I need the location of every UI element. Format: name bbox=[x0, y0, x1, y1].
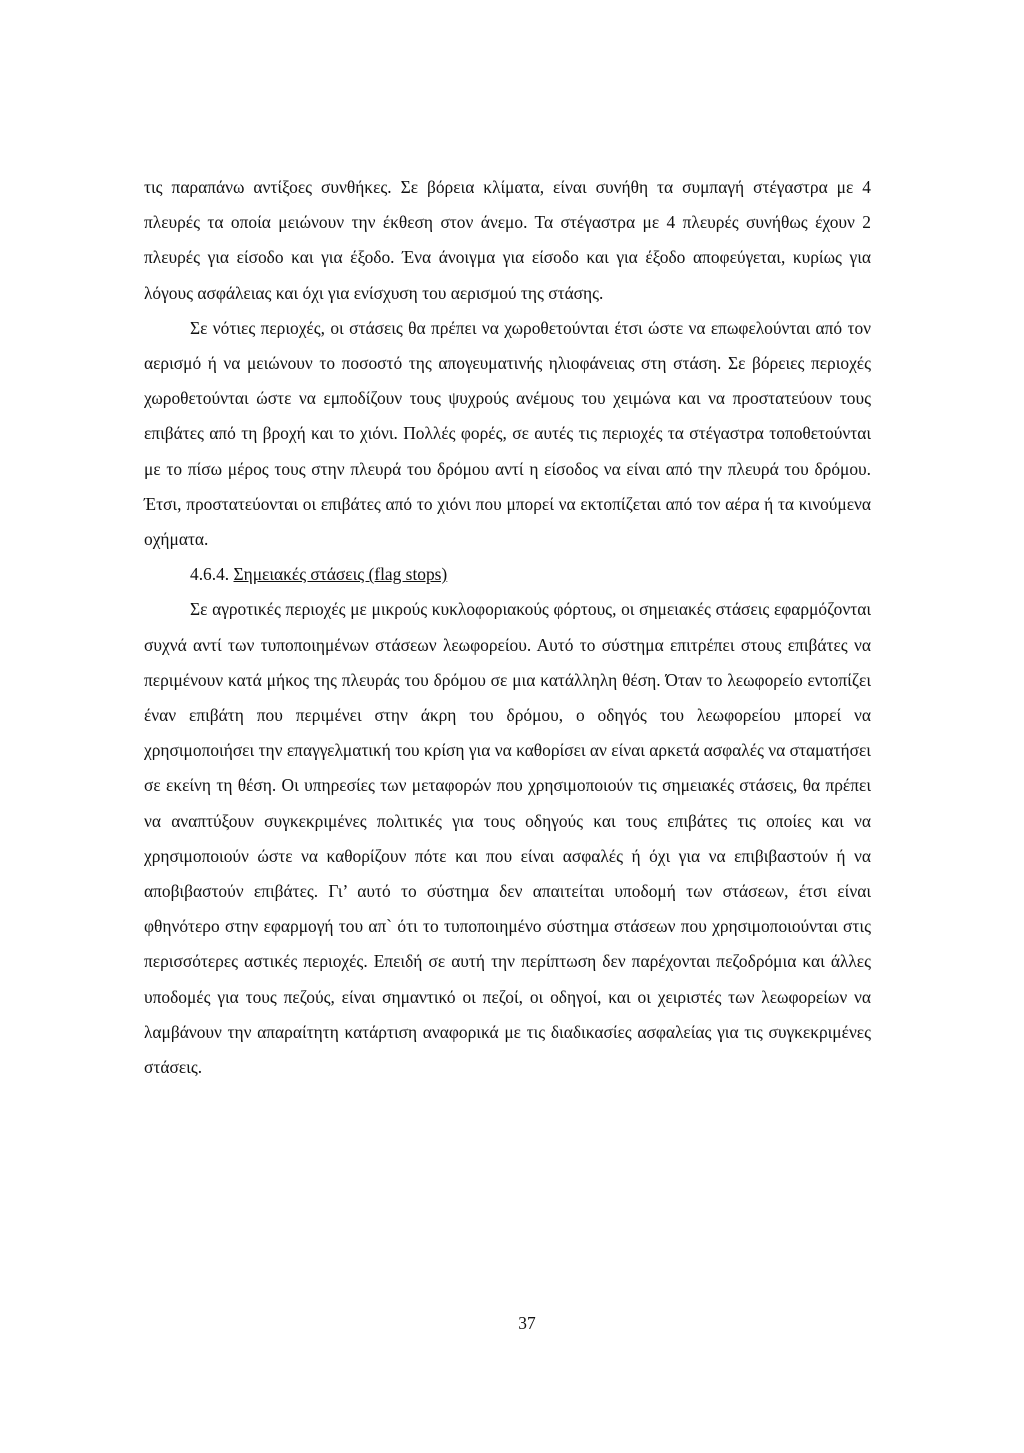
page-number: 37 bbox=[518, 1313, 536, 1333]
section-heading bbox=[144, 557, 871, 592]
paragraph-flag-stops: Σε αγροτικές περιοχές με μικρούς κυκλοφοριακούς φόρτους, οι σημειακές στάσεις εφαρμόζονται συχνά αντί των τυποποιημένων στάσεων λεωφορείου. Αυτό το σύστημα επιτρέπει στους επιβάτες να περιμένουν κατά μήκος της πλευράς του δρόμου σε μια κατάλληλη θέση. Όταν το λεωφορείο εντοπίζει έναν επιβάτη που περιμένει στην άκρη του δρόμου, ο οδηγός του λεωφορείου μπορεί να χρησιμοποιήσει την επαγγελματική του κρίση για να καθορίσει αν είναι αρκετά ασφαλές να σταματήσει σε εκείνη τη θέση. Οι υπηρεσίες των μεταφορών που χρησιμοποιούν τις σημειακές στάσεις, θα πρέπει να αναπτύξουν συγκεκριμένες πολιτικές για τους οδηγούς και τους επιβάτες τις οποίες και να χρησιμοποιούν ώστε να καθορίζουν πότε και που είναι ασφαλές ή όχι για να επιβιβαστούν ή να αποβιβαστούν επιβάτες. Γι’ αυτό το σύστημα δεν απαιτείται υποδομή των στάσεων, έτσι είναι φθηνότερο στην εφαρμογή του απ` ότι το τυποποιημένο σύστημα στάσεων που χρησιμοποιούνται στις περισσότερες αστικές περιοχές. Επειδή σε αυτή την περίπτωση δεν παρέχονται πεζοδρόμια και άλλες υποδομές για τους πεζούς, είναι σημαντικό οι πεζοί, οι οδηγοί, και οι χειριστές των λεωφορείων να λαμβάνουν την απαραίτητη κατάρτιση αναφορικά με τις διαδικασίες ασφαλείας για τις συγκεκριμένες στάσεις. bbox=[144, 599, 871, 1078]
section-number: 4.6.4. bbox=[190, 564, 230, 585]
section-title: Σημειακές στάσεις (flag stops) bbox=[233, 564, 448, 585]
paragraph-southern-regions: Σε νότιες περιοχές, οι στάσεις θα πρέπει να χωροθετούνται έτσι ώστε να επωφελούνται από τον αερισμό ή να μειώνουν το ποσοστό της απογευματινής ηλιοφάνειας στη στάση. Σε βόρειες περιοχές χωροθετούνται ώστε να εμποδίζουν τους ψυχρούς ανέμους του χειμώνα και να προστατεύουν τους επιβάτες από τη βροχή και το χιόνι. Πολλές φορές, σε αυτές τις περιοχές τα στέγαστρα τοποθετούνται με το πίσω μέρος τους στην πλευρά του δρόμου αντί η είσοδος να είναι από την πλευρά του δρόμου. Έτσι, προστατεύονται οι επιβάτες από το χιόνι που μπορεί να εκτοπίζεται από τον αέρα ή τα κινούμενα οχήματα. bbox=[144, 317, 871, 550]
page-body bbox=[144, 170, 871, 1085]
paragraph-continuation: τις παραπάνω αντίξοες συνθήκες. Σε βόρεια κλίματα, είναι συνήθη τα συμπαγή στέγαστρα με 4 πλευρές τα οποία μειώνουν την έκθεση στον άνεμο. Τα στέγαστρα με 4 πλευρές συνήθως έχουν 2 πλευρές για είσοδο και για έξοδο. Ένα άνοιγμα για είσοδο και για έξοδο αποφεύγεται, κυρίως για λόγους ασφάλειας και όχι για ενίσχυση του αερισμού της στάσης. bbox=[144, 177, 871, 303]
